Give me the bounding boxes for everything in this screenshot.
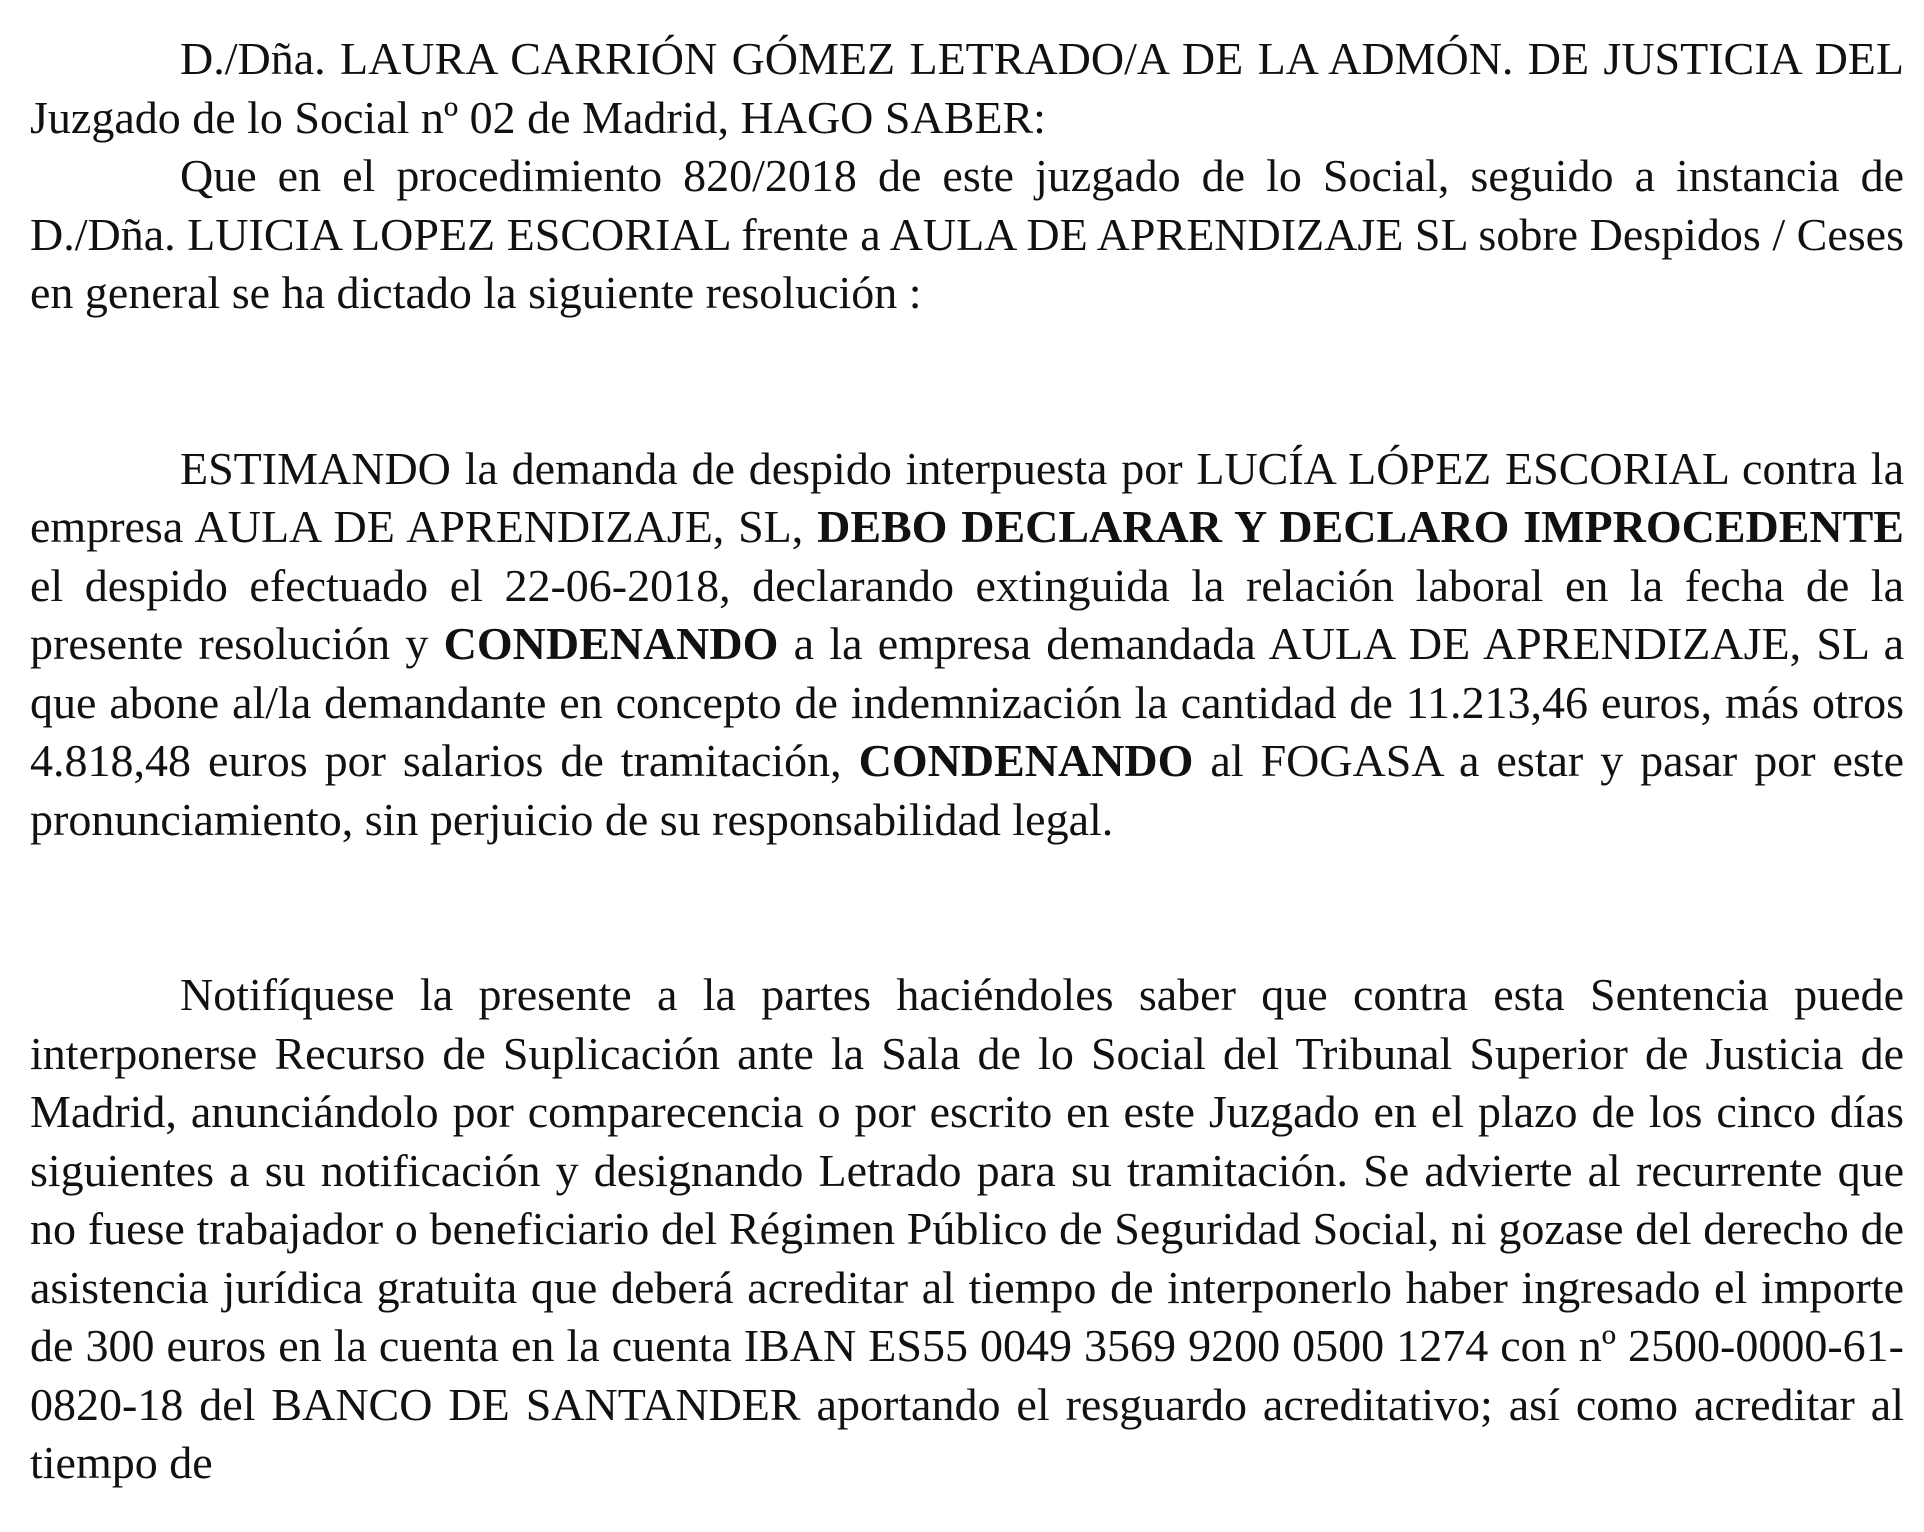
spacer: [30, 323, 1904, 440]
procedure-paragraph: Que en el procedimiento 820/2018 de este juzgado de lo Social, seguido a instancia de D./Dña. LUICIA LOPEZ ESCORIAL frente a AULA DE APRENDIZAJE SL sobre Despidos / Ceses en general se ha dictado la siguiente resolución :: [30, 150, 1904, 318]
ruling-condena-2: CONDENANDO: [858, 735, 1194, 786]
ruling-text-4: al FOGASA a estar y pasar por este pronunciamiento, sin perjuicio de su responsabilidad legal.: [30, 735, 1905, 845]
ruling-text-2: el despido efectuado el 22-06-2018, declarando extinguida la relación laboral en la fecha de la presente resolución y: [30, 559, 1904, 669]
spacer: [30, 849, 1904, 966]
ruling-text-3: a la empresa demandada AULA DE APRENDIZAJE, SL a que abone al/la demandante en concepto de indemnización la cantidad de 11.213,46 euros, más otros 4.818,48 euros por salarios de tramitación,: [30, 618, 1904, 786]
ruling-text-1: ESTIMANDO la demanda de despido interpuesta por LUCÍA LÓPEZ ESCORIAL contra la empresa AULA DE APRENDIZAJE, SL,: [30, 442, 1904, 552]
notification-paragraph: Notifíquese la presente a la partes haciéndoles saber que contra esta Sentencia puede interponerse Recurso de Suplicación ante la Sala de lo Social del Tribunal Superior de Justicia de Madrid, anunciándolo por comparecencia o por escrito en este Juzgado en el plazo de los cinco días siguientes a su notificación y designando Letrado para su tramitación. Se advierte al recurrente que no fuese trabajador o beneficiario del Régimen Público de Seguridad Social, ni gozase del derecho de asistencia jurídica gratuita que deberá acreditar al tiempo de interponerlo haber ingresado el importe de 300 euros en la cuenta en la cuenta IBAN ES55 0049 3569 9200 0500 1274 con nº 2500-0000-61-0820-18 del BANCO DE SANTANDER aportando el resguardo acreditativo; así como acreditar al tiempo de: [30, 969, 1904, 1488]
ruling-condena-1: CONDENANDO: [443, 618, 779, 669]
ruling-declaration: DEBO DECLARAR Y DECLARO IMPROCEDENTE: [817, 501, 1904, 552]
ruling-paragraph: [30, 440, 1904, 850]
header-paragraph: D./Dña. LAURA CARRIÓN GÓMEZ LETRADO/A DE LA ADMÓN. DE JUSTICIA DEL Juzgado de lo Social nº 02 de Madrid, HAGO SABER:: [30, 33, 1904, 143]
document-page: [30, 30, 1904, 1493]
